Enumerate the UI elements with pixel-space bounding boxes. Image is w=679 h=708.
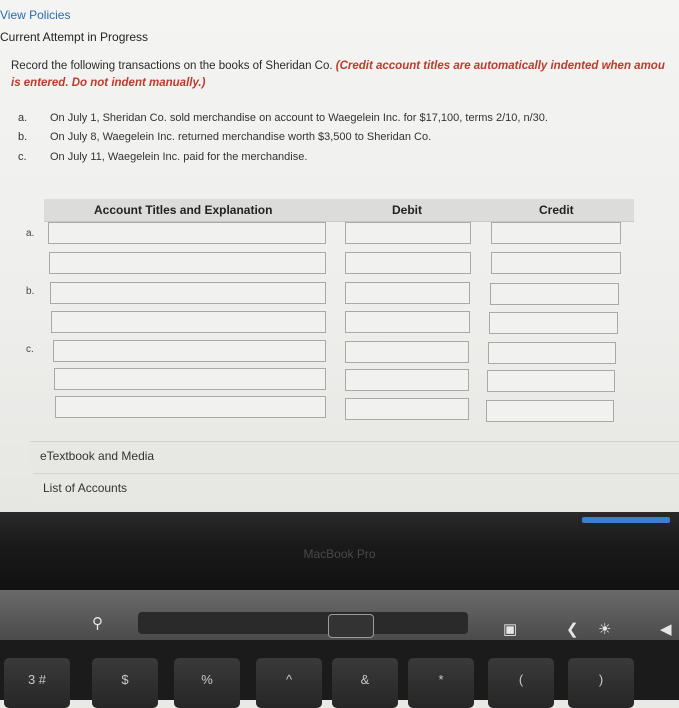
account-field-c1[interactable] (53, 340, 326, 362)
volume-icon[interactable]: ◀ (660, 621, 672, 638)
account-field-b1[interactable] (50, 282, 326, 304)
debit-field-b2[interactable] (345, 311, 470, 333)
credit-field-c2[interactable] (487, 370, 615, 392)
debit-field-c1[interactable] (345, 341, 469, 363)
key-4[interactable]: $ (92, 658, 158, 708)
account-field-a1[interactable] (48, 222, 326, 244)
instructions (11, 58, 679, 92)
credit-field-c1[interactable] (488, 342, 616, 364)
view-policies-link[interactable]: View Policies (0, 8, 71, 22)
col-credit: Credit (539, 203, 574, 217)
credit-field-b1[interactable] (490, 283, 619, 305)
brightness-icon[interactable]: ☀ (598, 621, 612, 638)
device-brand: MacBook Pro (303, 547, 376, 561)
transaction-b: b. On July 8, Waegelein Inc. returned merchandise worth $3,500 to Sheridan Co. (18, 131, 432, 143)
key-0[interactable]: ) (568, 658, 634, 708)
key-5[interactable]: % (174, 658, 240, 708)
attempt-status: Current Attempt in Progress (0, 30, 149, 44)
key-3[interactable]: 3 # (4, 658, 70, 708)
blue-indicator (582, 517, 670, 523)
key-6[interactable]: ^ (256, 658, 322, 708)
laptop-bezel (0, 512, 679, 590)
touch-bar (0, 590, 679, 640)
journal-table-header (44, 199, 634, 222)
etextbook-link[interactable]: eTextbook and Media (30, 441, 679, 470)
keyboard (0, 640, 679, 700)
row-label-c: c. (26, 344, 34, 355)
col-account-titles: Account Titles and Explanation (94, 203, 273, 217)
account-field-a2[interactable] (49, 252, 326, 274)
credit-field-c3[interactable] (486, 400, 614, 422)
debit-field-a2[interactable] (345, 252, 471, 274)
row-label-a: a. (26, 228, 35, 239)
chevron-left-icon[interactable]: ❮ (566, 621, 579, 638)
transaction-a: a. On July 1, Sheridan Co. sold merchandise on account to Waegelein Inc. for $17,100, terms 2/10, n/30. (18, 112, 548, 124)
search-icon[interactable]: ⚲ (92, 615, 103, 632)
instructions-note-cont: is entered. Do not indent manually.) (11, 77, 206, 89)
account-field-b2[interactable] (51, 311, 326, 333)
screenshot-icon[interactable]: ▣ (503, 621, 518, 638)
debit-field-c3[interactable] (345, 398, 469, 420)
touchbar-thumb[interactable] (328, 614, 374, 638)
debit-field-b1[interactable] (345, 282, 470, 304)
list-of-accounts-link[interactable]: List of Accounts (33, 473, 679, 502)
account-field-c2[interactable] (54, 368, 326, 390)
key-7[interactable]: & (332, 658, 398, 708)
touchbar-strip[interactable] (138, 612, 468, 634)
col-debit: Debit (392, 203, 422, 217)
debit-field-a1[interactable] (345, 222, 471, 244)
instructions-note: (Credit account titles are automatically indented when amou (335, 60, 665, 72)
account-field-c3[interactable] (55, 396, 326, 418)
credit-field-b2[interactable] (489, 312, 618, 334)
row-label-b: b. (26, 286, 35, 297)
debit-field-c2[interactable] (345, 369, 469, 391)
credit-field-a1[interactable] (491, 222, 621, 244)
transaction-c: c. On July 11, Waegelein Inc. paid for the merchandise. (18, 151, 308, 163)
instructions-text: Record the following transactions on the books of Sheridan Co. (11, 60, 336, 72)
key-8[interactable]: * (408, 658, 474, 708)
credit-field-a2[interactable] (491, 252, 621, 274)
key-9[interactable]: ( (488, 658, 554, 708)
